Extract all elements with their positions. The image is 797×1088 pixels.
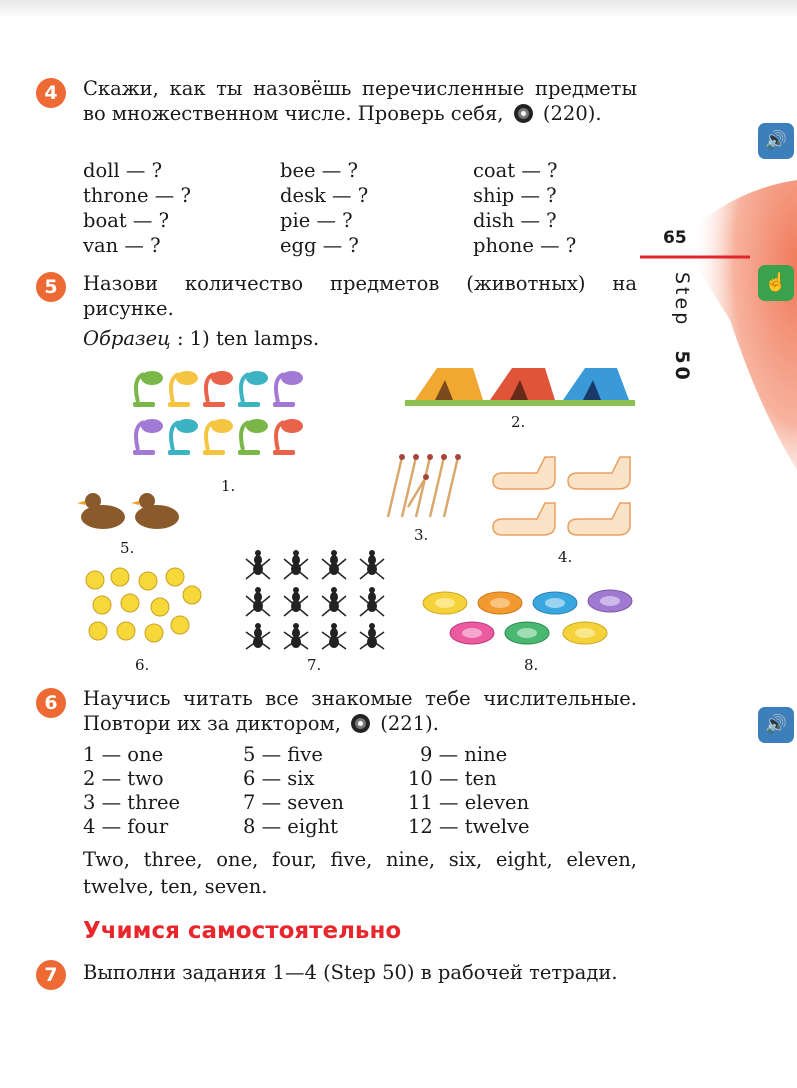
exercise-4-number: 4 (36, 78, 66, 108)
label-5: 5. (120, 539, 135, 557)
numeral-12: 12 — twelve (408, 815, 530, 838)
label-7: 7. (307, 656, 322, 674)
word-van: van — ? (83, 234, 161, 257)
exercise-6-text: Научись читать все знакомые тебе числительные. Повтори их за диктором, (221). (83, 687, 637, 735)
numeral-5: 5 — five (243, 743, 323, 766)
tents-illustration (405, 362, 635, 410)
word-egg: egg — ? (280, 234, 359, 257)
numeral-9: 9 — nine (420, 743, 508, 766)
numeral-4: 4 — four (83, 815, 169, 838)
word-boat: boat — ? (83, 209, 170, 232)
exercise-6-number: 6 (36, 688, 66, 718)
label-4: 4. (558, 548, 573, 566)
hand-pointer-icon: ☝ (764, 272, 788, 293)
lamps-illustration (125, 365, 335, 465)
numeral-3: 3 — three (83, 791, 181, 814)
word-coat: coat — ? (473, 159, 558, 182)
touch-button[interactable] (758, 265, 794, 301)
ducks-illustration (75, 487, 185, 535)
audio-disc-icon[interactable] (351, 714, 370, 733)
word-phone: phone — ? (473, 234, 577, 257)
exercise-7-number: 7 (36, 960, 66, 990)
exercise-6-sequence: Two, three, one, four, five, nine, six, eight, eleven, twelve, ten, seven. (83, 848, 637, 898)
audio-disc-icon[interactable] (514, 104, 533, 123)
word-dish: dish — ? (473, 209, 557, 232)
numeral-11: 11 — eleven (408, 791, 530, 814)
audio-button-2[interactable] (758, 707, 794, 743)
ants-illustration (238, 545, 388, 650)
numeral-8: 8 — eight (243, 815, 338, 838)
exercise-7-text: Выполни задания 1—4 (Step 50) в рабочей тетради. (83, 961, 618, 984)
word-pie: pie — ? (280, 209, 353, 232)
speaker-icon: 🔊 (764, 714, 788, 735)
label-3: 3. (414, 526, 429, 544)
numeral-10: 10 — ten (408, 767, 497, 790)
socks-illustration (490, 455, 640, 543)
audio-button-1[interactable] (758, 123, 794, 159)
exercise-5-sample: Образец : 1) ten lamps. (83, 327, 320, 350)
plates-illustration (420, 585, 640, 650)
page-number: 65 (663, 228, 687, 248)
step-number: 50 (671, 350, 693, 383)
step-word: Step (671, 272, 693, 328)
label-8: 8. (524, 656, 539, 674)
numeral-1: 1 — one (83, 743, 164, 766)
word-desk: desk — ? (280, 184, 369, 207)
label-2: 2. (511, 413, 526, 431)
exercise-5-text: Назови количество предметов (животных) на рисунке. (83, 272, 637, 320)
label-6: 6. (135, 656, 150, 674)
speaker-icon: 🔊 (764, 130, 788, 151)
word-throne: throne — ? (83, 184, 191, 207)
step-label (671, 272, 693, 383)
word-ship: ship — ? (473, 184, 557, 207)
page-corner-decoration (640, 180, 797, 470)
section-heading: Учимся самостоятельно (83, 918, 402, 944)
numeral-6: 6 — six (243, 767, 315, 790)
top-shade (0, 0, 797, 18)
chicks-illustration (80, 565, 205, 650)
exercise-5-number: 5 (36, 272, 66, 302)
word-doll: doll — ? (83, 159, 163, 182)
exercise-4-text: Скажи, как ты назовёшь перечисленные предметы во множественном числе. Проверь себя, (220). (83, 77, 637, 125)
matches-illustration (380, 452, 470, 522)
numeral-7: 7 — seven (243, 791, 344, 814)
numeral-2: 2 — two (83, 767, 164, 790)
label-1: 1. (221, 477, 236, 495)
word-bee: bee — ? (280, 159, 358, 182)
